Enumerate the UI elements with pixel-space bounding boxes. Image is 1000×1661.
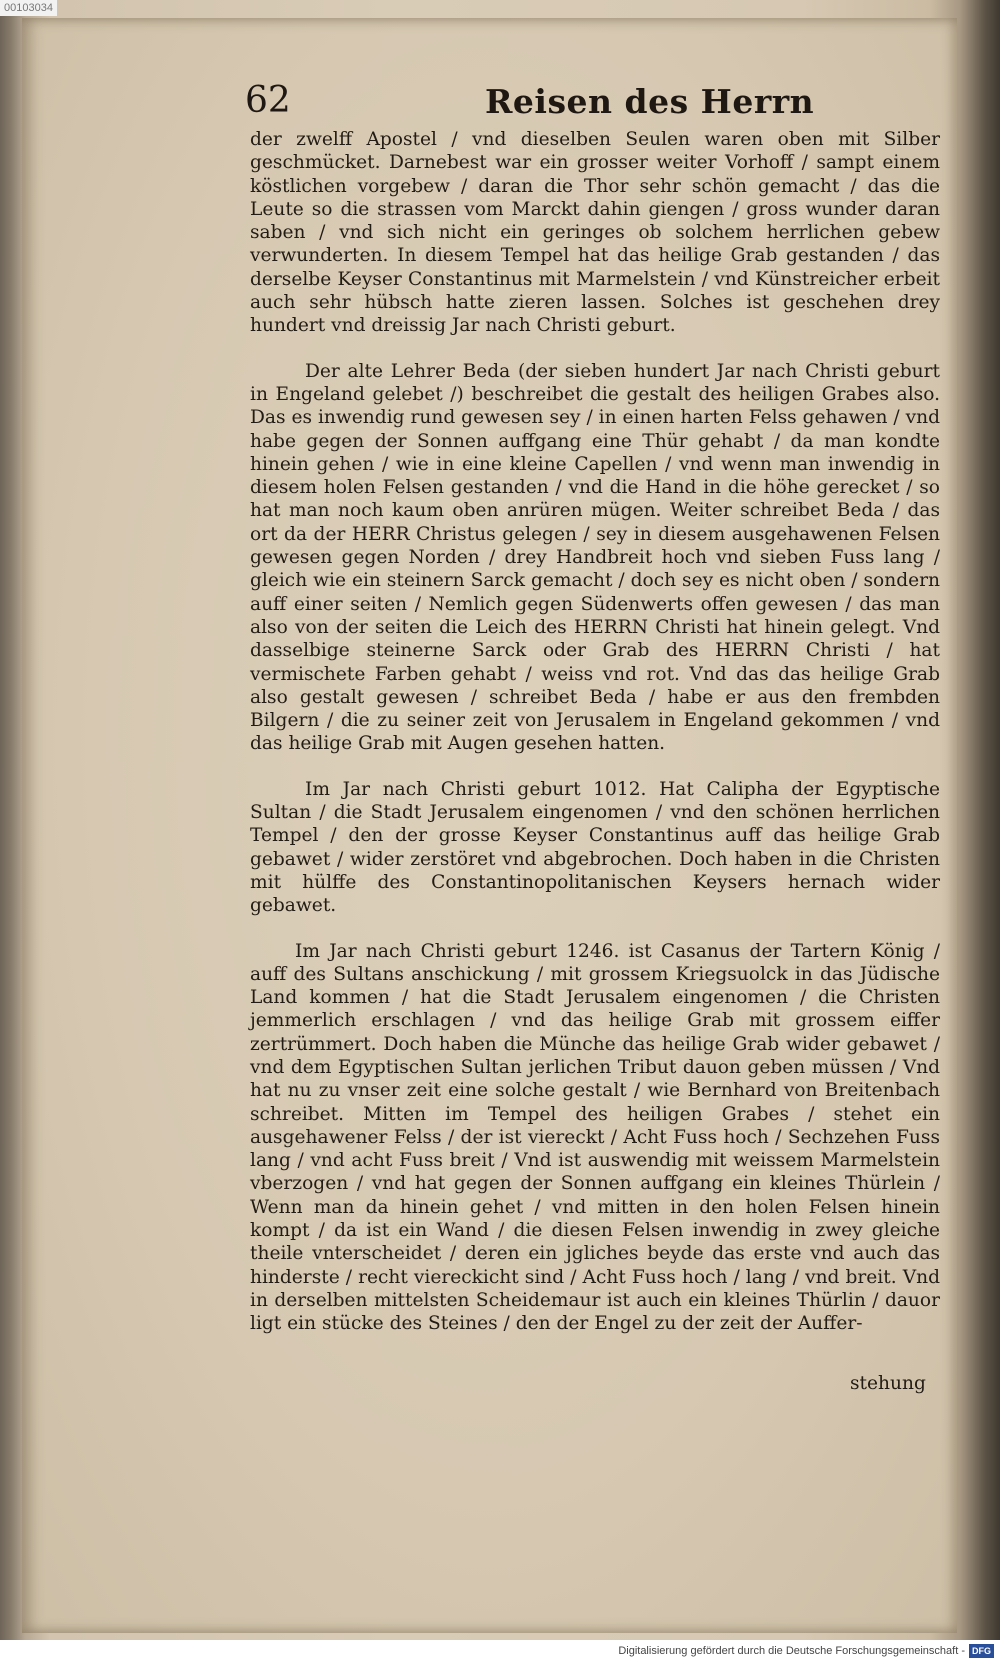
body-text bbox=[250, 128, 940, 1336]
paragraph: Im Jar nach Christi geburt 1012. Hat Calipha der Egyptische Sultan / die Stadt Jerusalem eingenomen / vnd den schönen herrlichen Tempel / den der grosse Keyser Constantinus auff das heilige Grab gebawet / wider zerstöret vnd abgebrochen. Doch haben in die Christen mit hülffe des Constantinopolitanischen Keysers hernach wider gebawet. bbox=[250, 778, 940, 917]
paragraph: Der alte Lehrer Beda (der sieben hundert Jar nach Christi geburt in Engeland gelebet /) beschreibet die gestalt des heiligen Grabes also. Das es inwendig rund gewesen sey / in einen harten Felss gehawen / vnd habe gegen der Sonnen auffgang eine Thür gehabt / da man kondte hinein gehen / wie in eine kleine Capellen / vnd wenn man inwendig in diesem holen Felsen gestanden / vnd die Hand in die höhe gerecket / so hat man noch kaum oben anrüren mügen. Weiter schreibet Beda / das ort da der HERR Christus gelegen / sey in diesem ausgehawenen Felsen gewesen gegen Norden / drey Handbreit hoch vnd sieben Fuss lang / gleich wie ein steinern Sarck gemacht / doch sey es nicht oben / sondern auff einer seiten / Nemlich gegen Südenwerts offen gewesen / das man also von der seiten die Leich des HERRN Christi hat hinein gelegt. Vnd dasselbige steinerne Sarck oder Grab des HERRN Christi / hat vermischete Farben gehabt / weiss vnd rot. Vnd das das heilige Grab also gestalt gewesen / schreibet Beda / habe er aus den frembden Bilgern / die zu seiner zeit von Jerusalem in Engeland gekommen / vnd das heilige Grab mit Augen gesehen hatten. bbox=[250, 360, 940, 755]
page-number: 62 bbox=[245, 80, 291, 121]
catchword: stehung bbox=[850, 1373, 926, 1394]
scan-id-label: 00103034 bbox=[0, 0, 57, 16]
paragraph: Im Jar nach Christi geburt 1246. ist Casanus der Tartern König / auff des Sultans anschickung / mit grossem Kriegsuolck in das Jüdische Land kommen / hat die Stadt Jerusalem eingenomen / die Christen jemmerlich erschlagen / vnd das heilige Grab mit grossem eiffer zertrümmert. Doch haben die Münche das heilige Grab wider gebawet / vnd dem Egyptischen Sultan jerlichen Tribut dauon geben müssen / Vnd hat nu zu vnser zeit eine solche gestalt / wie Bernhard von Breitenbach schreibet. Mitten im Tempel des heiligen Grabes / stehet ein ausgehawener Felss / der ist viereckt / Acht Fuss hoch / Sechzehen Fuss lang / vnd acht Fuss breit / Vnd ist auswendig mit weissem Marmelstein vberzogen / vnd hat gegen der Sonnen auffgang ein kleines Thürlein / Wenn man da hinein gehet / vnd mitten in den holen Felsen hinein kompt / da ist ein Wand / die diesen Felsen inwendig in zwey gleiche theile vnterscheidet / deren ein jgliches beyde das erste vnd auch das hinderste / recht viereckicht sind / Acht Fuss hoch / lang / vnd breit. Vnd in derselben mittelsten Scheidemaur ist auch ein kleines Thürlin / dauor ligt ein stücke des Steines / den der Engel zu der zeit der Auffer- bbox=[250, 940, 940, 1335]
credit-text: Digitalisierung gefördert durch die Deutsche Forschungsgemeinschaft - bbox=[618, 1645, 965, 1657]
digitization-credit bbox=[618, 1644, 994, 1658]
paragraph: der zwelff Apostel / vnd dieselben Seulen waren oben mit Silber geschmücket. Darnebest war ein grosser weiter Vorhoff / sampt einem köstlichen vorgebew / daran die Thor sehr schön gemacht / das die Leute so die strassen vom Marckt dahin giengen / gross wunder daran saben / vnd sich nicht ein geringes ob solchem herrlichen gebew verwunderten. In diesem Tempel hat das heilige Grab gestanden / das derselbe Keyser Constantinus mit Marmelstein / vnd Künstreicher erbeit auch sehr hübsch hatte zieren lassen. Solches ist geschehen drey hundert vnd dreissig Jar nach Christi geburt. bbox=[250, 129, 940, 337]
running-title: Reisen des Herrn bbox=[485, 82, 815, 121]
dfg-logo-icon: DFG bbox=[969, 1644, 994, 1658]
page-header bbox=[245, 80, 935, 130]
